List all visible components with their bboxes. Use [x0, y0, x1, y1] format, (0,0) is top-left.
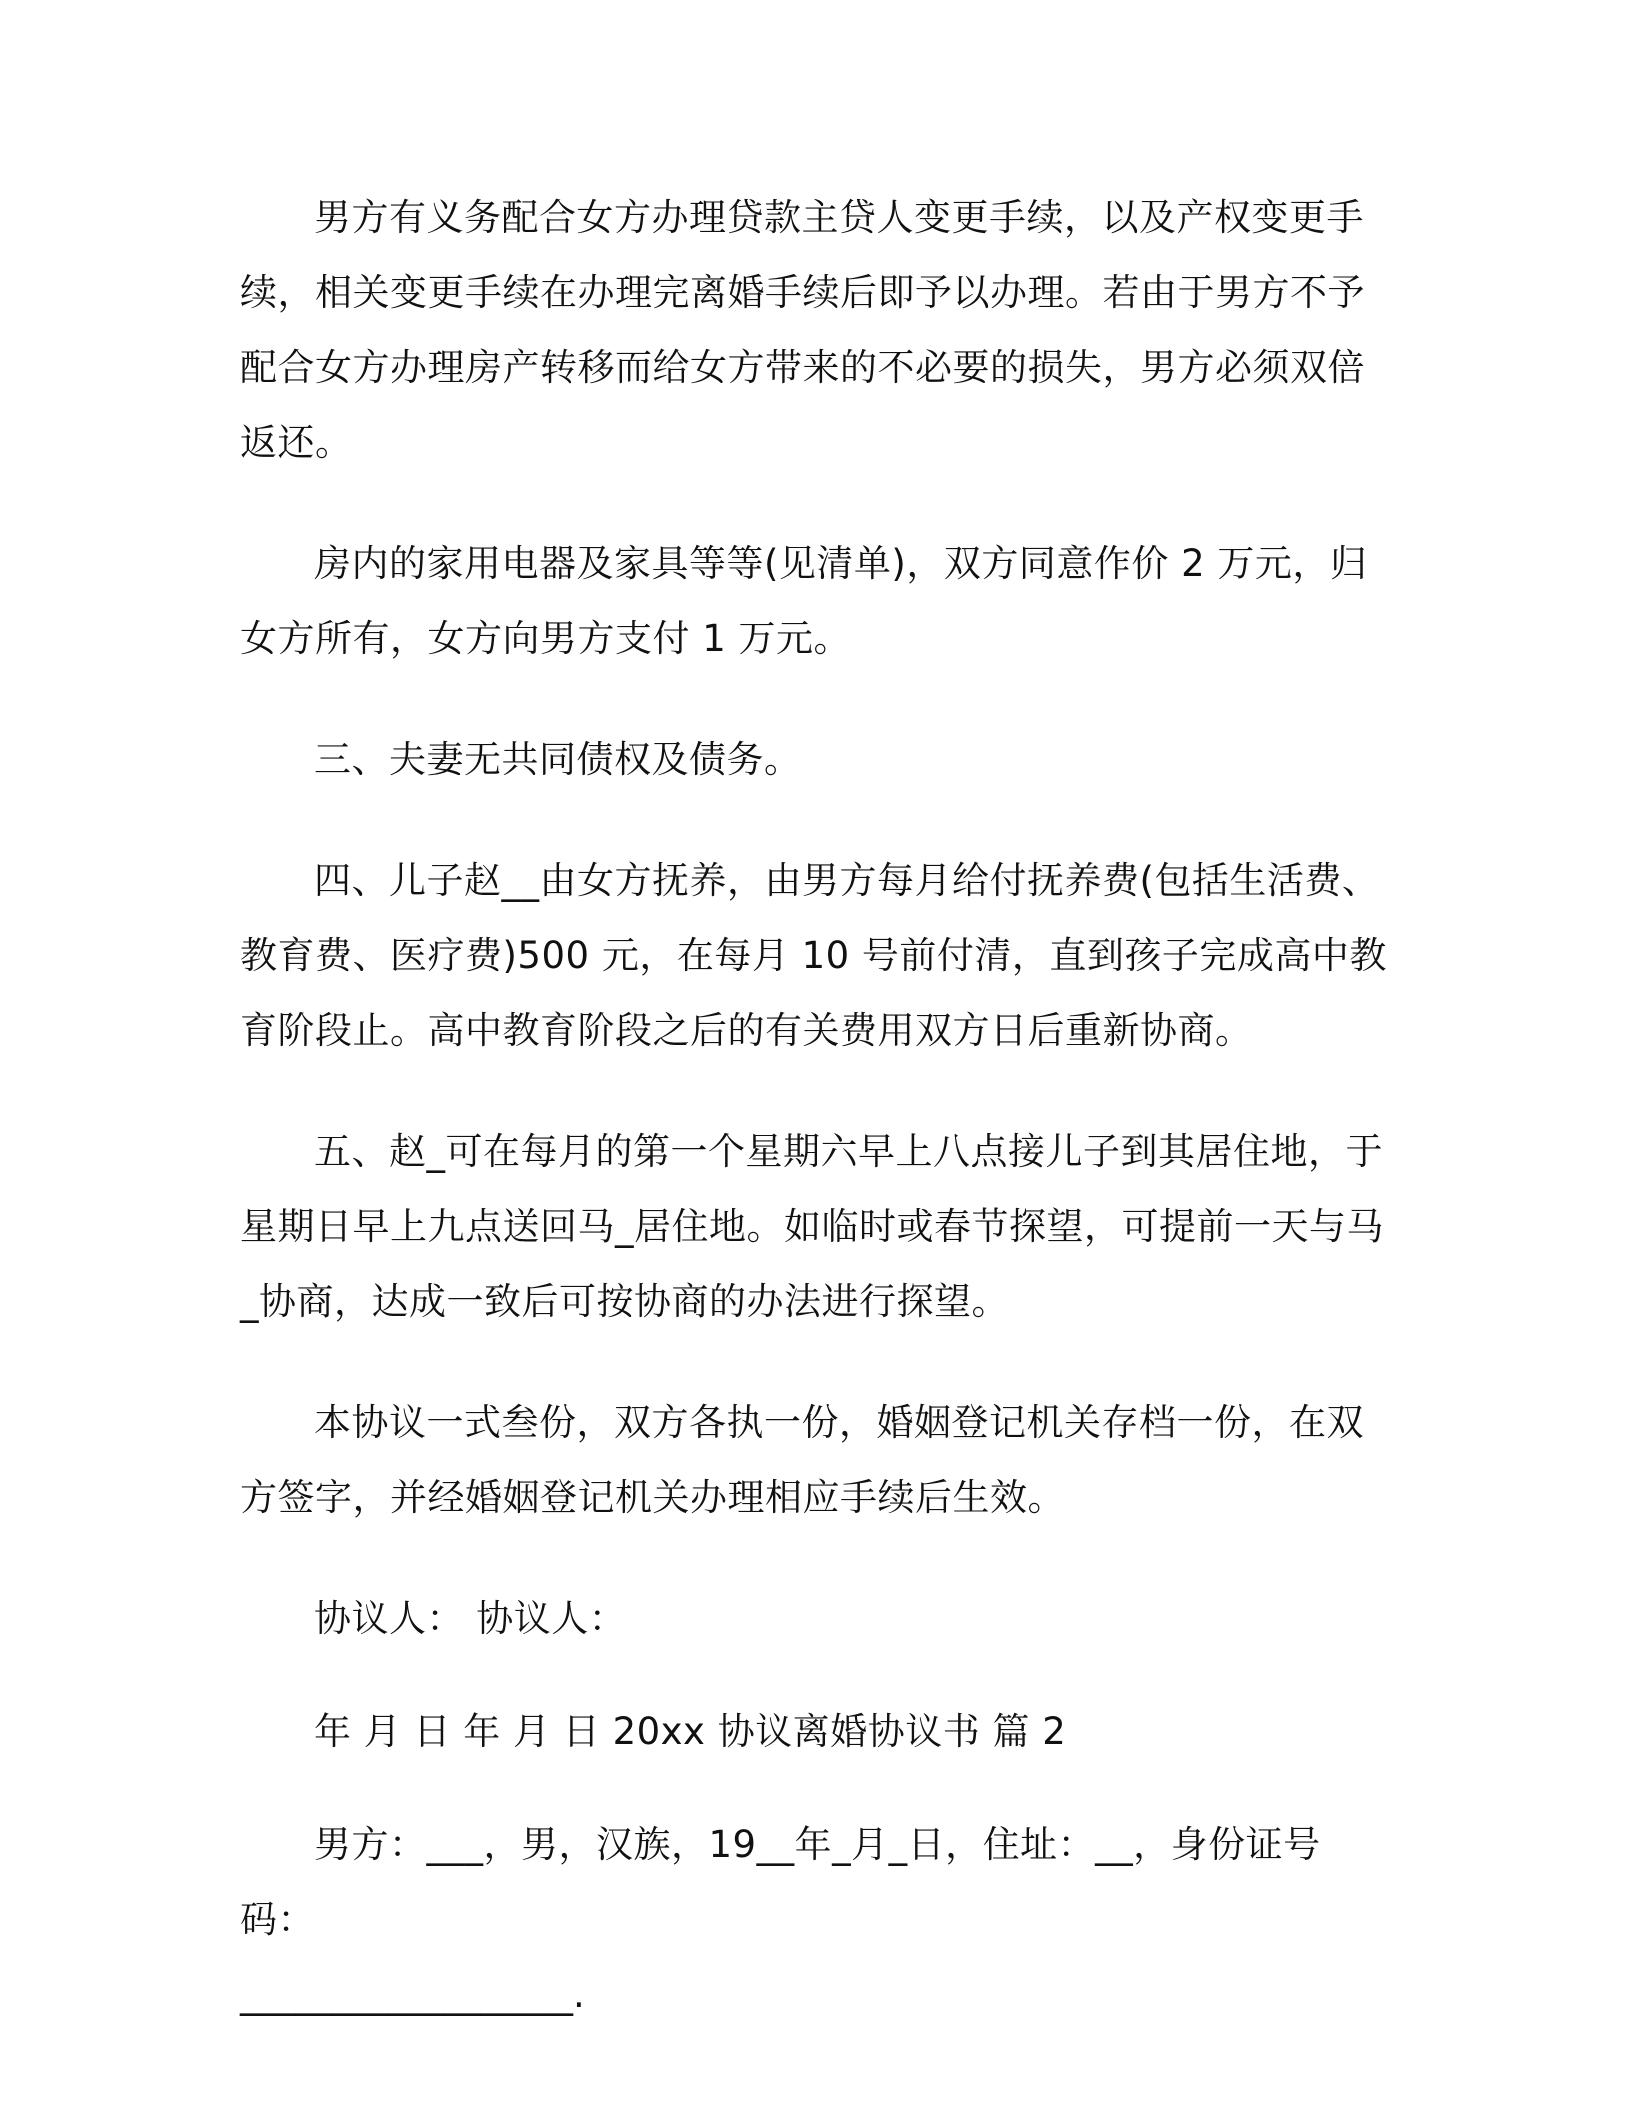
paragraph-signatories: 协议人： 协议人： [314, 1597, 627, 1640]
paragraph-visitation: 五、赵_可在每月的第一个星期六早上八点接儿子到其居住地，于星期日早上九点送回马_居住地。如临时或春节探望，可提前一天与马_协商，达成一致后可按协商的办法进行探望。 [240, 1130, 1384, 1323]
paragraph-date-title: 年 月 日 年 月 日 20xx 协议离婚协议书 篇 2 [314, 1710, 1067, 1753]
document-body [240, 180, 1390, 2032]
paragraph-child-custody: 四、儿子赵__由女方抚养，由男方每月给付抚养费(包括生活费、教育费、医疗费)500 元，在每月 10 号前付清，直到孩子完成高中教育阶段止。高中教育阶段之后的有关费用双方日后重新协商。 [240, 859, 1387, 1052]
paragraph-copies: 本协议一式叁份，双方各执一份，婚姻登记机关存档一份，在双方签字，并经婚姻登记机关办理相应手续后生效。 [240, 1401, 1364, 1519]
paragraph-debts: 三、夫妻无共同债权及债务。 [314, 738, 802, 781]
id-number-blank: __________________. [240, 1973, 585, 2016]
paragraph-male-party: 男方：___，男，汉族，19__年_月_日，住址：__，身份证号码： [240, 1823, 1321, 1941]
paragraph-loan-transfer: 男方有义务配合女方办理贷款主贷人变更手续，以及产权变更手续，相关变更手续在办理完离婚手续后即予以办理。若由于男方不予配合女方办理房产转移而给女方带来的不必要的损失，男方必须双倍返还。 [240, 196, 1365, 464]
paragraph-furniture: 房内的家用电器及家具等等(见清单)，双方同意作价 2 万元，归女方所有，女方向男方支付 1 万元。 [240, 542, 1368, 660]
